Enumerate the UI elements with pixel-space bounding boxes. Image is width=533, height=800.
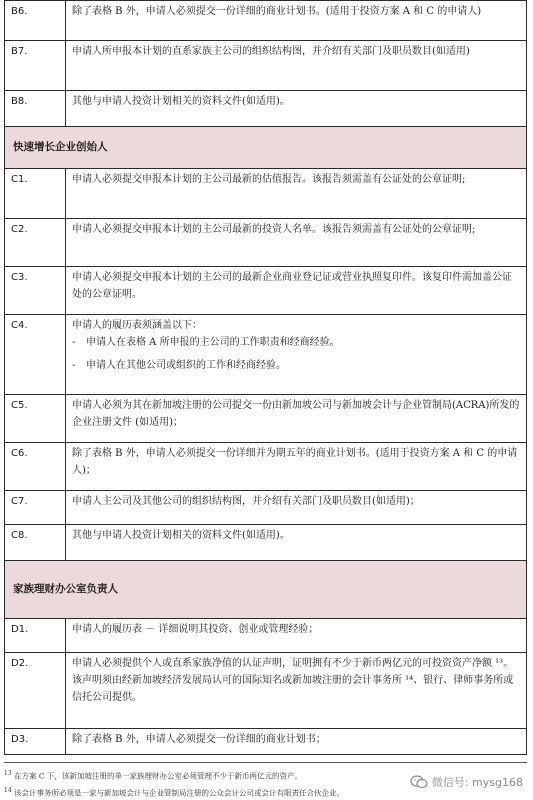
row-code: B8. [5, 91, 66, 127]
row-text: 除了表格 B 外，申请人必须提交一份详细的商业计划书； [66, 729, 527, 755]
row-code: B7. [5, 41, 66, 91]
row-text: 其他与申请人投资计划相关的资料文件(如适用)。 [66, 525, 527, 561]
bullet-item: - 申请人在表格 A 所申报的主公司的工作职责和经商经验。 [72, 337, 340, 348]
table-row [5, 219, 527, 267]
row-text: 申请人的履历表 － 详细说明其投资、创业或管理经验； [66, 619, 527, 653]
row-text: 除了表格 B 外，申请人必须提交一份详细的商业计划书。(适用于投资方案 A 和 C 的申请人) [66, 1, 527, 41]
row-code: C1. [5, 169, 66, 219]
row-code: C5. [5, 395, 66, 443]
watermark-text: 微信号: mysg168 [431, 776, 523, 789]
bullet-item: - 申请人在其他公司或组织的工作和经商经验。 [72, 360, 286, 371]
row-code: C3. [5, 267, 66, 315]
table-row [5, 443, 527, 491]
table-row [5, 653, 527, 729]
row-code: C2. [5, 219, 66, 267]
row-text [66, 315, 527, 395]
row-text: 申请人所申报本计划的直系家族主公司的组织结构图，并介绍有关部门及职员数目(如适用) [66, 41, 527, 91]
table-row [5, 41, 527, 91]
row-text: 其他与申请人投资计划相关的资料文件(如适用)。 [66, 91, 527, 127]
table-row [5, 491, 527, 525]
table-row [5, 267, 527, 315]
table-row [5, 315, 527, 395]
footnote-number: 14 [4, 786, 12, 794]
footnote-text: 在方案 C 下，该新加坡注册的单一家族理财办公室必须管理不少于新币两亿元的资产。 [14, 771, 303, 781]
row-text: 申请人必须为其在新加坡注册的公司提交一份由新加坡公司与新加坡会计与企业管制局(ACRA)所发的企业注册文件 (如适用)； [66, 395, 527, 443]
row-code: C7. [5, 491, 66, 525]
section-header-c [5, 127, 527, 169]
c4-intro: 申请人的履历表须涵盖以下： [72, 320, 202, 331]
requirements-table [4, 0, 527, 755]
bullet-text: 申请人在表格 A 所申报的主公司的工作职责和经商经验。 [86, 337, 340, 348]
row-text: 申请人必须提供个人或直系家族净值的认证声明，证明拥有不少于新币两亿元的可投资资产净额 ¹³。该声明须由经新加坡经济发展局认可的国际知名或新加坡注册的会计事务所 ¹⁴、银行、律师事务所或信托公司提供。 [66, 653, 527, 729]
row-code: C6. [5, 443, 66, 491]
section-header-d [5, 561, 527, 619]
row-code: D3. [5, 729, 66, 755]
wechat-watermark [408, 774, 525, 790]
row-text: 申请人必须提交申报本计划的主公司最新的投资人名单。该报告须需盖有公证处的公章证明; [66, 219, 527, 267]
row-text: 申请人主公司及其他公司的组织结构图，并介绍有关部门及职员数目(如适用)； [66, 491, 527, 525]
row-code: D1. [5, 619, 66, 653]
section-title: 快速增长企业创始人 [5, 127, 527, 169]
row-code: C8. [5, 525, 66, 561]
row-code: C4. [5, 315, 66, 395]
row-code: B6. [5, 1, 66, 41]
table-row [5, 91, 527, 127]
table-row [5, 729, 527, 755]
table-row [5, 169, 527, 219]
section-title: 家族理财办公室负责人 [5, 561, 527, 619]
row-text: 申请人必须提交申报本计划的主公司的最新企业商业登记证或营业执照复印件。该复印件需加盖公证处的公章证明。 [66, 267, 527, 315]
footnote-text: 该会计事务所必须是一家与新加坡会计与企业管制局注册的公众会计公司或会计有限责任合伙企业。 [14, 788, 345, 797]
footnote-number: 13 [4, 770, 12, 777]
wechat-icon [410, 775, 428, 789]
row-text: 申请人必须提交申报本计划的主公司最新的估值报告。该报告须需盖有公证处的公章证明; [66, 169, 527, 219]
table-row [5, 525, 527, 561]
table-row [5, 395, 527, 443]
table-row [5, 1, 527, 41]
bullet-text: 申请人在其他公司或组织的工作和经商经验。 [86, 360, 286, 371]
row-code: D2. [5, 653, 66, 729]
row-text: 除了表格 B 外，申请人必须提交一份详细并为期五年的商业计划书。(适用于投资方案 A 和 C 的申请人)； [66, 443, 527, 491]
table-row [5, 619, 527, 653]
